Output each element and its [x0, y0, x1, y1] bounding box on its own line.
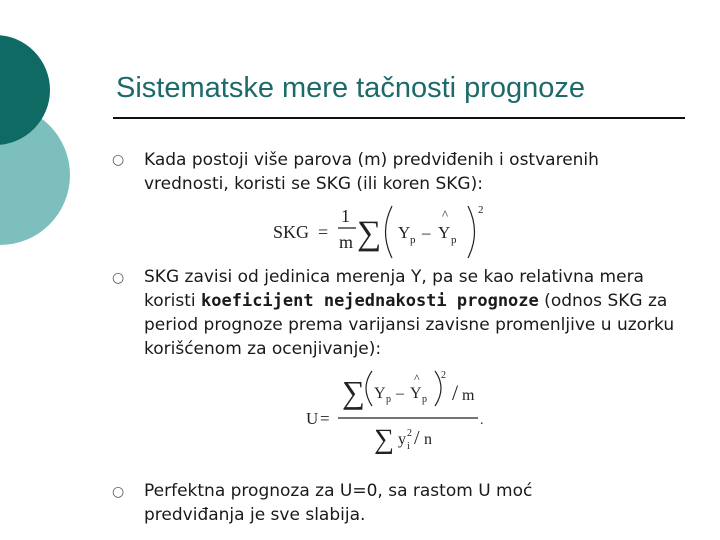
formula2-sum-top: ∑ — [342, 374, 365, 410]
decorative-circles — [0, 0, 120, 300]
bullet-2-post: (odnos SKG za period prognoze prema varijansi zavisne promenljive u uzorku korišćenom za ocenjivanje): — [144, 291, 675, 359]
formula2-den-sub: i — [407, 441, 410, 452]
formula2-minus: – — [396, 385, 404, 402]
formula2-m: m — [462, 387, 475, 404]
formula-u — [302, 366, 502, 456]
bullet-text-2 — [144, 265, 689, 361]
formula2-left-paren — [366, 371, 372, 406]
formula1-num: 1 — [341, 206, 350, 226]
formula1-eq: = — [318, 222, 329, 242]
formula2-y-sub: p — [386, 394, 391, 405]
bullet-text-3: Perfektna prognoza za U=0, sa rastom U moć predviđanja je sve slabija. — [144, 481, 533, 525]
formula2-den-y: y — [398, 431, 406, 448]
formula2-exp: 2 — [441, 370, 446, 381]
formula1-yhat: Y — [438, 223, 451, 242]
formula1-right-paren — [468, 206, 475, 258]
formula2-hat: ^ — [414, 371, 420, 385]
formula2-sum-bottom: ∑ — [374, 424, 394, 455]
slide-title: Sistematske mere tačnosti prognoze — [116, 72, 586, 104]
bullet-2-pre: SKG zavisi od jedinica merenja Y, pa se kao relativna mera koristi — [144, 267, 644, 311]
formula2-yhat: Y — [410, 385, 422, 402]
formula2-den-exp: 2 — [407, 428, 412, 439]
formula2-eq: = — [320, 409, 330, 428]
formula1-yhat-sub: p — [451, 234, 457, 246]
formula1-y: Y — [398, 223, 411, 242]
title-divider — [113, 117, 685, 119]
formula2-lhs: U — [306, 409, 319, 428]
formula1-left-paren — [386, 206, 393, 258]
bullet-text-1: Kada postoji više parova (m) predviđenih i ostvarenih vrednosti, koristi se SKG (ili koren SKG): — [144, 150, 599, 194]
formula2-y: Y — [374, 385, 386, 402]
formula1-lhs: SKG — [273, 222, 310, 242]
bullet-marker-1: ○ — [112, 152, 125, 168]
formula1-exp: 2 — [478, 204, 484, 216]
formula2-dot: . — [480, 413, 484, 428]
formula2-n: n — [424, 431, 432, 448]
bullet-marker-3: ○ — [112, 484, 125, 500]
formula1-y-sub: p — [410, 234, 416, 246]
formula2-slash: / — [452, 380, 459, 405]
formula1-den: m — [339, 232, 354, 252]
bullet-2-bold-term: koeficijent nejednakosti prognoze — [201, 291, 539, 311]
formula1-minus: – — [422, 223, 431, 242]
formula-skg — [268, 202, 498, 262]
formula2-yhat-sub: p — [422, 394, 427, 405]
formula1-sum: ∑ — [357, 215, 382, 252]
formula1-hat: ^ — [442, 207, 449, 222]
formula2-den-slash: / — [414, 427, 420, 449]
bullet-marker-2: ○ — [112, 270, 125, 286]
